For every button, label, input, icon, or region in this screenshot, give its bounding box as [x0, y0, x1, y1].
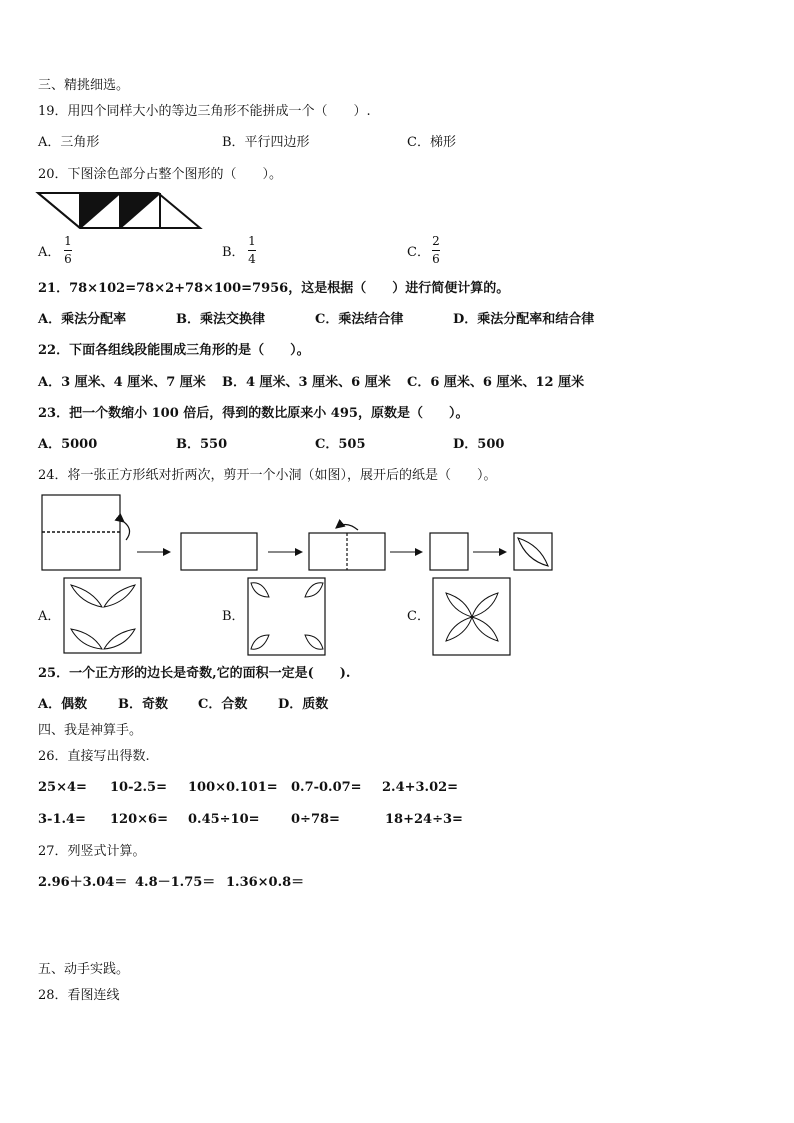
q22-option-b[interactable]: B．4 厘米、3 厘米、6 厘米 — [222, 375, 391, 390]
question-25: 25．一个正方形的边长是奇数,它的面积一定是( ). — [38, 666, 351, 681]
q27-item: 2.96＋3.04＝ — [38, 875, 128, 890]
question-23: 23．把一个数缩小 100 倍后，得到的数比原来小 495，原数是（ ）。 — [38, 406, 469, 421]
q19-option-a[interactable]: A．三角形 — [38, 135, 100, 150]
q24-folding-steps-figure — [40, 490, 560, 575]
question-22: 22．下面各组线段能围成三角形的是（ ）。 — [38, 343, 310, 358]
question-28: 28．看图连线 — [38, 988, 120, 1003]
q24-option-c[interactable]: C． — [407, 609, 430, 624]
question-20: 20．下图涂色部分占整个图形的（ ）。 — [38, 167, 283, 182]
question-21: 21．78×102=78×2+78×100=7956，这是根据（ ）进行简便计算的。 — [38, 281, 510, 296]
q24-option-c-figure[interactable] — [432, 577, 512, 656]
section-4-title: 四、我是神算手。 — [38, 723, 143, 738]
q26-row2-item: 0.45÷10= — [188, 812, 260, 827]
q26-row2-item: 120×6= — [110, 812, 168, 827]
q20-option-a[interactable]: A． — [38, 245, 61, 260]
q20-option-c[interactable]: C． — [407, 245, 430, 260]
q20-option-a-fraction: 1 6 — [64, 234, 72, 266]
q25-option-d[interactable]: D．质数 — [278, 697, 329, 712]
q25-option-b[interactable]: B．奇数 — [118, 697, 168, 712]
q26-row2-item: 18+24÷3= — [385, 812, 463, 827]
q25-option-a[interactable]: A．偶数 — [38, 697, 88, 712]
q24-option-b-figure[interactable] — [247, 577, 327, 656]
q20-parallelogram-figure — [38, 192, 203, 230]
q26-row2-item: 0÷78= — [291, 812, 340, 827]
q20-option-b-fraction: 1 4 — [248, 234, 256, 266]
q21-option-b[interactable]: B．乘法交换律 — [176, 312, 265, 327]
q23-option-d[interactable]: D．500 — [453, 437, 505, 452]
q26-row1-item: 10-2.5= — [110, 780, 167, 795]
q26-row1-item: 2.4+3.02= — [382, 780, 459, 795]
question-26: 26．直接写出得数. — [38, 749, 150, 764]
question-27: 27．列竖式计算。 — [38, 844, 146, 859]
q22-option-c[interactable]: C．6 厘米、6 厘米、12 厘米 — [407, 375, 585, 390]
q24-option-a[interactable]: A． — [38, 609, 61, 624]
q26-row2-item: 3-1.4= — [38, 812, 86, 827]
q25-option-c[interactable]: C．合数 — [198, 697, 248, 712]
q23-option-c[interactable]: C．505 — [315, 437, 366, 452]
q26-row1-item: 25×4= — [38, 780, 87, 795]
q20-option-b[interactable]: B． — [222, 245, 245, 260]
q26-row1-item: 100×0.101= — [188, 780, 278, 795]
q24-option-b[interactable]: B． — [222, 609, 245, 624]
q24-option-a-figure[interactable] — [63, 577, 143, 654]
q26-row1-item: 0.7-0.07= — [291, 780, 362, 795]
question-19: 19．用四个同样大小的等边三角形不能拼成一个（ ）. — [38, 104, 371, 119]
q20-option-c-fraction: 2 6 — [432, 234, 440, 266]
q19-option-b[interactable]: B．平行四边形 — [222, 135, 310, 150]
q21-option-a[interactable]: A．乘法分配率 — [38, 312, 127, 327]
q23-option-b[interactable]: B．550 — [176, 437, 228, 452]
q21-option-d[interactable]: D．乘法分配率和结合律 — [453, 312, 595, 327]
section-5-title: 五、动手实践。 — [38, 962, 130, 977]
q27-item: 4.8－1.75＝ — [135, 875, 216, 890]
section-3-title: 三、精挑细选。 — [38, 78, 130, 93]
q23-option-a[interactable]: A．5000 — [38, 437, 98, 452]
q19-option-c[interactable]: C．梯形 — [407, 135, 456, 150]
q22-option-a[interactable]: A．3 厘米、4 厘米、7 厘米 — [38, 375, 206, 390]
q27-item: 1.36×0.8＝ — [226, 875, 305, 890]
q21-option-c[interactable]: C．乘法结合律 — [315, 312, 404, 327]
question-24: 24．将一张正方形纸对折两次，剪开一个小洞（如图），展开后的纸是（ ）。 — [38, 468, 497, 483]
